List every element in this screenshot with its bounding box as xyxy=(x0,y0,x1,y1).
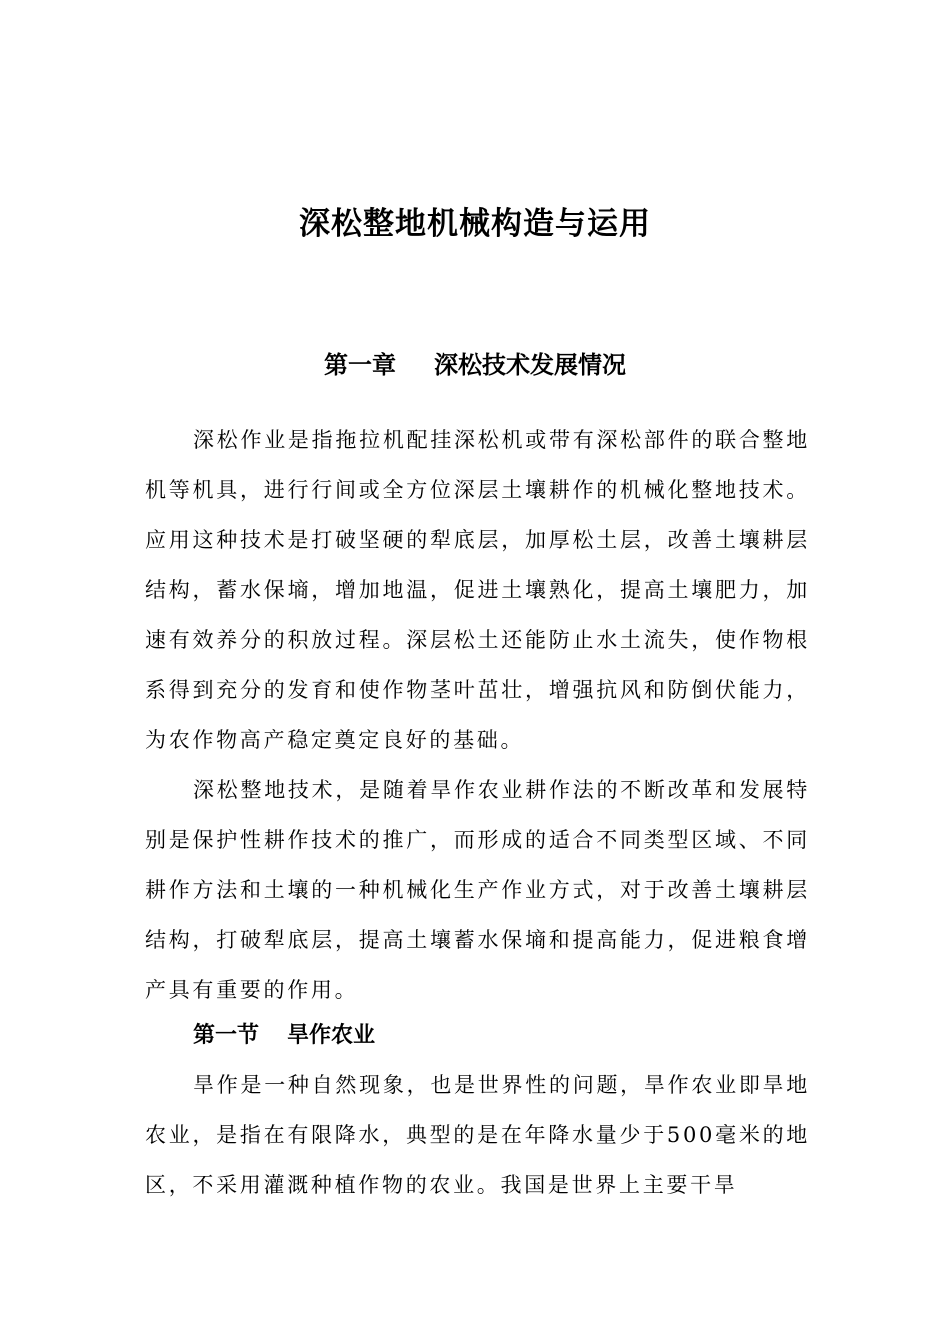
section-heading xyxy=(193,1015,375,1055)
chapter-heading xyxy=(0,345,950,385)
body-paragraph-1: 深松作业是指拖拉机配挂深松机或带有深松部件的联合整地机等机具，进行行间或全方位深层土壤耕作的机械化整地技术。应用这种技术是打破坚硬的犁底层，加厚松土层，改善土壤耕层结构，蓄水保墒，增加地温，促进土壤熟化，提高土壤肥力，加速有效养分的积放过程。深层松土还能防止水土流失，使作物根系得到充分的发育和使作物茎叶茁壮，增强抗风和防倒伏能力，为农作物高产稳定奠定良好的基础。 xyxy=(145,428,810,752)
section-paragraph: 旱作是一种自然现象，也是世界性的问题，旱作农业即旱地农业，是指在有限降水，典型的是在年降水量少于500毫米的地区，不采用灌溉种植作物的农业。我国是世界上主要干旱 xyxy=(145,1073,810,1197)
body-paragraph-2: 深松整地技术，是随着旱作农业耕作法的不断改革和发展特别是保护性耕作技术的推广，而形成的适合不同类型区域、不同耕作方法和土壤的一种机械化生产作业方式，对于改善土壤耕层结构，打破犁底层，提高土壤蓄水保墒和提高能力，促进粮食增产具有重要的作用。 xyxy=(145,778,810,1002)
chapter-number: 第一章 xyxy=(324,350,396,379)
chapter-name: 深松技术发展情况 xyxy=(434,350,626,379)
section-paragraph-block xyxy=(145,1060,810,1210)
body-paragraph-1-block xyxy=(145,415,810,765)
document-title: 深松整地机械构造与运用 xyxy=(299,206,651,242)
body-paragraph-2-block xyxy=(145,765,810,1015)
section-name: 旱作农业 xyxy=(287,1022,376,1048)
section-number: 第一节 xyxy=(193,1022,260,1048)
